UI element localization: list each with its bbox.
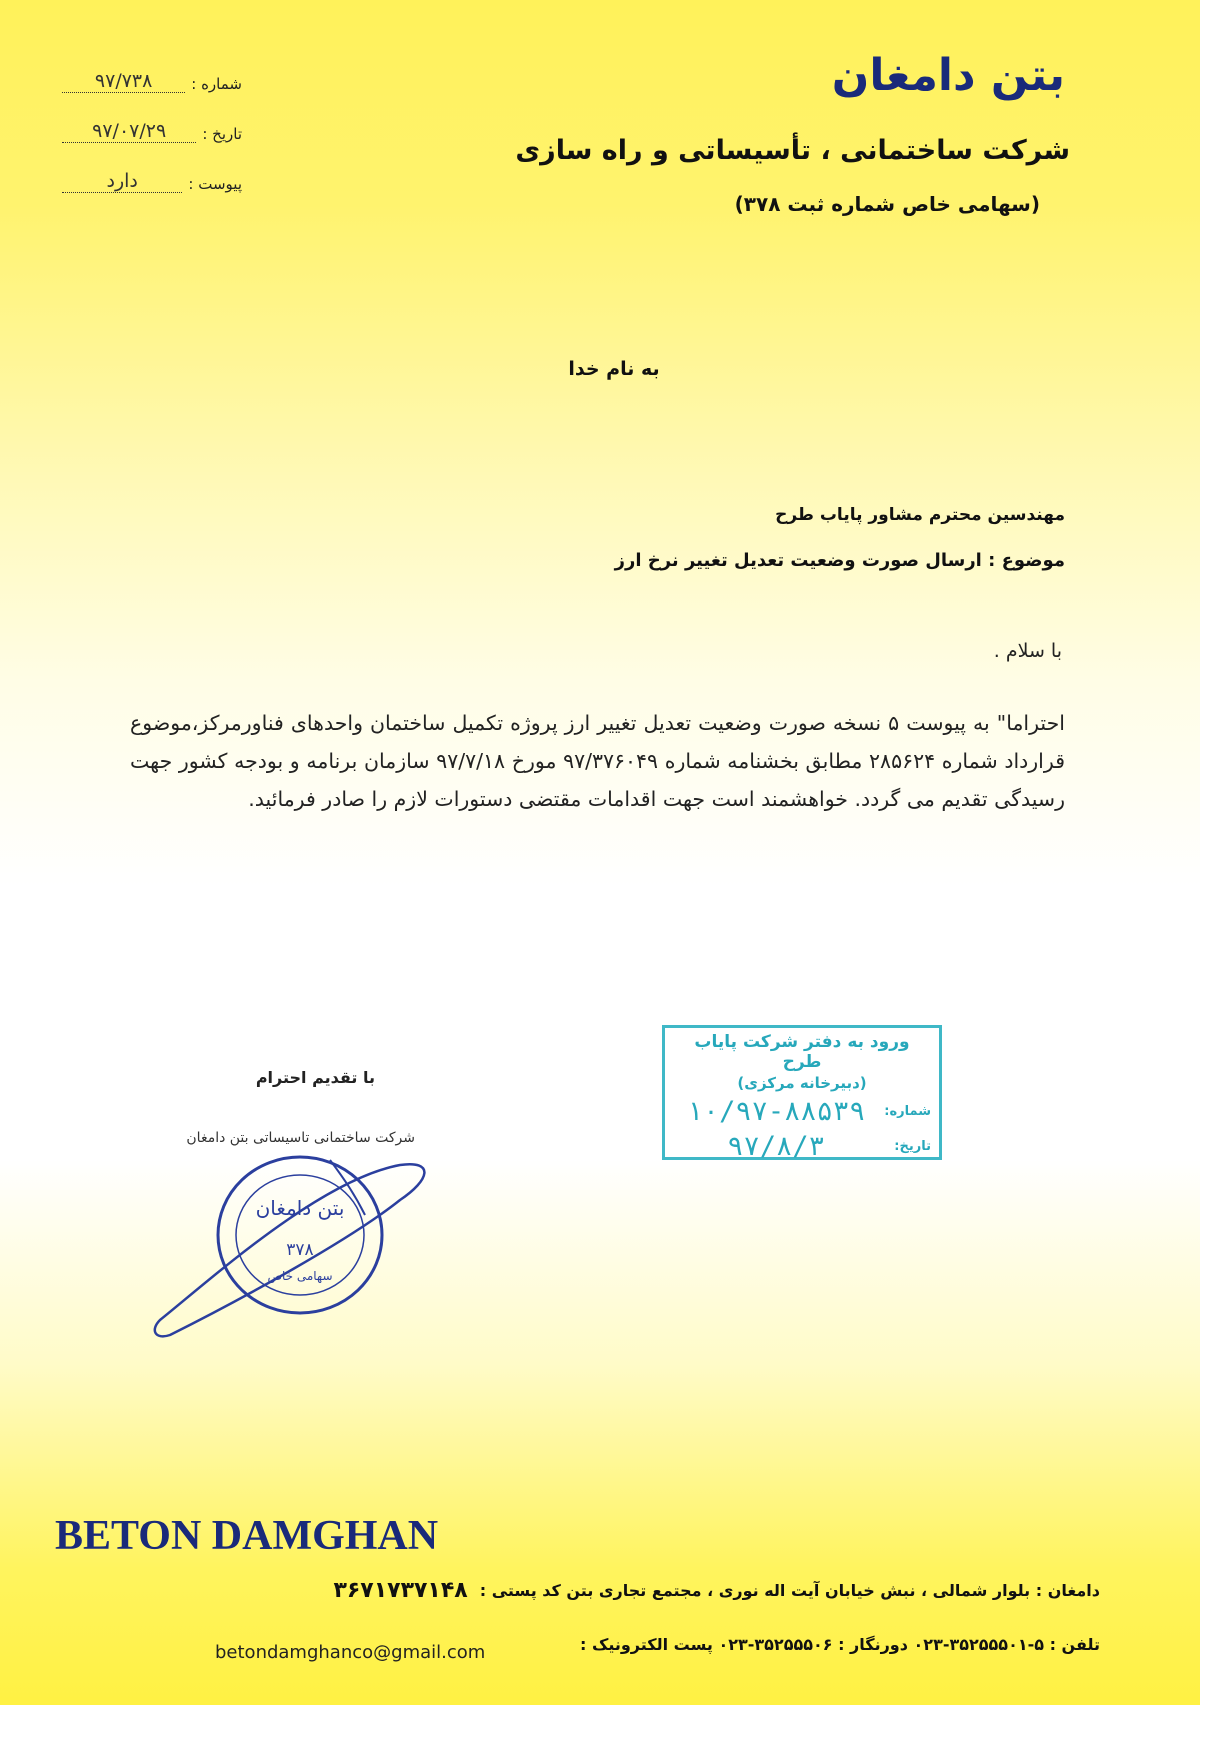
stamp-date-row <box>673 1131 931 1162</box>
seal-text-type: سهامی خاص <box>267 1269 333 1283</box>
stamp-subtitle: (دبیرخانه مرکزی) <box>737 1074 867 1092</box>
company-brand-title: بتن دامغان <box>831 50 1065 101</box>
company-seal-and-signature <box>150 1140 440 1340</box>
letter-date-row <box>62 120 242 143</box>
stamp-title: ورود به دفتر شرکت پایاب طرح <box>694 1032 910 1072</box>
greeting: با سلام . <box>993 640 1062 662</box>
seal-text-number: ۳۷۸ <box>286 1240 314 1260</box>
letter-attachment-value: دارد <box>62 170 182 193</box>
received-stamp <box>662 1025 942 1160</box>
footer-address <box>333 1578 1100 1603</box>
letter-attachment-row <box>62 170 242 193</box>
bismillah-heading: به نام خدا <box>568 358 660 380</box>
letter-subject: موضوع : ارسال صورت وضعیت تعدیل تغییر نرخ ارز <box>614 550 1065 571</box>
letter-number-value: ۹۷/۷۳۸ <box>62 70 185 93</box>
stamp-number-value: ۱۰/۹۷-۸۸۵۳۹ <box>686 1096 866 1127</box>
stamp-number-label: شماره: <box>884 1104 931 1119</box>
footer-address-text: دامغان : بلوار شمالی ، نبش خیابان آیت اله نوری ، مجتمع تجاری بتن کد پستی : <box>479 1581 1100 1600</box>
stamp-number-row <box>673 1096 931 1127</box>
letter-attachment-label: پیوست : <box>188 175 242 193</box>
letter-date-label: تاریخ : <box>202 125 242 143</box>
footer-contact: تلفن : ۵-۳۵۲۵۵۵۰۱-۰۲۳ دورنگار : ۳۵۲۵۵۵۰۶-۰۲۳ پست الکترونیک : <box>579 1635 1100 1654</box>
addressee: مهندسین محترم مشاور پایاب طرح <box>775 505 1065 525</box>
signer-company: شرکت ساختمانی تاسیساتی بتن دامغان <box>186 1130 415 1146</box>
letter-number-label: شماره : <box>191 75 242 93</box>
letter-date-value: ۹۷/۰۷/۲۹ <box>62 120 196 143</box>
seal-text-name: بتن دامغان <box>255 1196 345 1220</box>
company-logo-english: BETON DAMGHAN <box>55 1513 439 1559</box>
stamp-date-value: ۹۷/۸/۳ <box>727 1131 825 1162</box>
closing-regards: با تقدیم احترام <box>255 1068 375 1087</box>
footer-email: betondamghanco@gmail.com <box>215 1642 486 1663</box>
registration-info: (سهامی خاص شماره ثبت ۳۷۸) <box>734 192 1040 216</box>
company-description: شرکت ساختمانی ، تأسیساتی و راه سازی <box>515 135 1070 166</box>
footer-postal-code: ۳۶۷۱۷۳۷۱۴۸ <box>333 1578 468 1603</box>
letter-number-row <box>62 70 242 93</box>
letter-body: احتراما" به پیوست ۵ نسخه صورت وضعیت تعدیل تغییر ارز پروژه تکمیل ساختمان واحدهای فناورمرکز،موضوع قرارداد شماره ۲۸۵۶۲۴ مطابق بخشنامه شماره ۹۷/۳۷۶۰۴۹ مورخ ۹۷/۷/۱۸ سازمان برنامه و بودجه کشور جهت رسیدگی تقدیم می گردد. خواهشمند است جهت اقدامات مقتضی دستورات لازم را صادر فرمائید. <box>130 711 1065 811</box>
stamp-date-label: تاریخ: <box>894 1139 931 1154</box>
